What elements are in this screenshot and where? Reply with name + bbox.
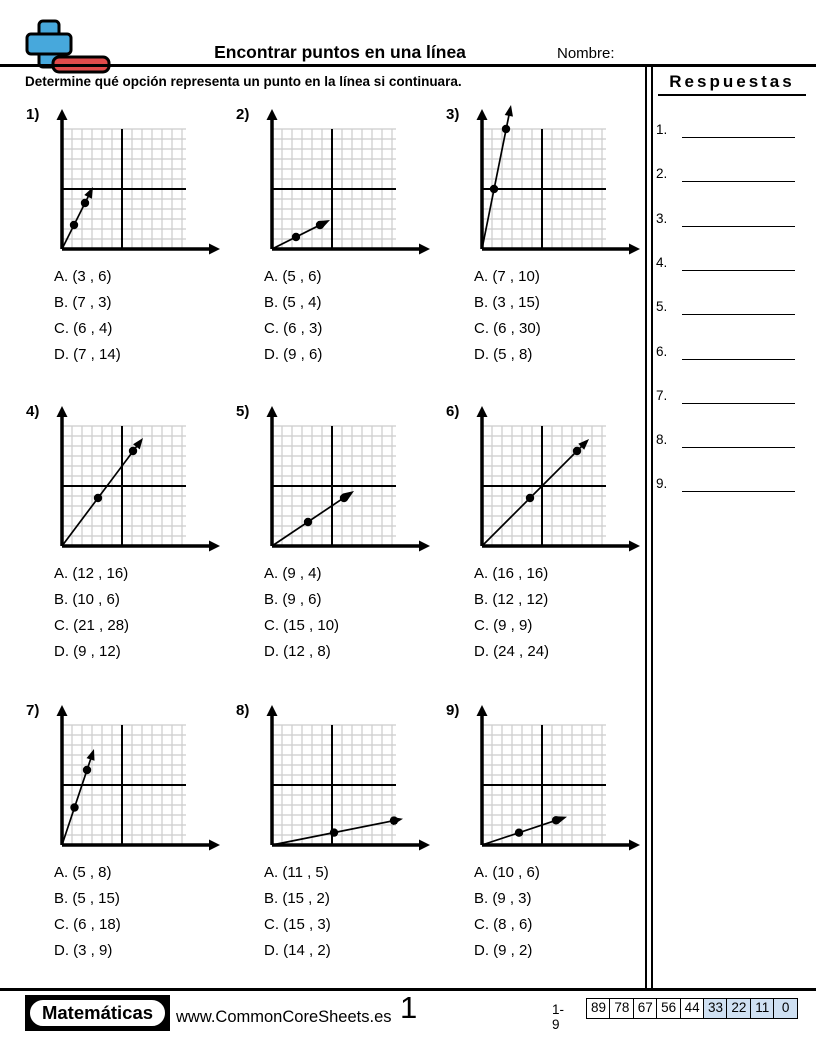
brand-name: Matemáticas	[28, 998, 167, 1028]
plotted-point	[552, 816, 560, 824]
answer-number: 6.	[656, 343, 668, 359]
plotted-point	[70, 221, 78, 229]
plotted-point	[304, 518, 312, 526]
problem-7	[24, 700, 232, 992]
choice-b: B. (12 , 12)	[474, 591, 549, 608]
choice-c: C. (9 , 9)	[474, 617, 533, 634]
answer-row-4	[656, 255, 806, 275]
choice-b: B. (3 , 15)	[474, 294, 540, 311]
answer-number: 2.	[656, 166, 668, 182]
score-cell-44: 44	[680, 998, 705, 1019]
score-cell-89: 89	[586, 998, 611, 1019]
choice-a: A. (5 , 6)	[264, 268, 322, 285]
problem-1	[24, 104, 232, 396]
problem-2	[234, 104, 442, 396]
choice-c: C. (6 , 30)	[474, 320, 541, 337]
choice-d: D. (5 , 8)	[474, 346, 533, 363]
choice-list	[264, 264, 322, 368]
answer-number: 3.	[656, 210, 668, 226]
answer-number: 8.	[656, 432, 668, 448]
plotted-point	[129, 447, 137, 455]
choice-list	[474, 561, 549, 665]
answer-row-5	[656, 299, 806, 319]
header-rule	[0, 64, 816, 67]
answer-number: 7.	[656, 387, 668, 403]
choice-b: B. (15 , 2)	[264, 890, 330, 907]
page-title: Encontrar puntos en una línea	[214, 42, 466, 62]
plotted-point	[573, 447, 581, 455]
answer-row-1	[656, 122, 806, 142]
answer-number: 4.	[656, 254, 668, 270]
score-cell-0: 0	[773, 998, 798, 1019]
answer-blank-9[interactable]	[682, 490, 795, 492]
problem-graph-8	[252, 691, 427, 869]
choice-d: D. (3 , 9)	[54, 942, 113, 959]
problem-number: 8)	[236, 702, 250, 719]
choice-b: B. (5 , 4)	[264, 294, 322, 311]
website-url: www.CommonCoreSheets.es	[176, 1008, 392, 1026]
problem-graph-6	[462, 392, 637, 570]
choice-b: B. (10 , 6)	[54, 591, 120, 608]
choice-a: A. (9 , 4)	[264, 565, 322, 582]
score-cell-11: 11	[750, 998, 775, 1019]
problem-graph-3	[462, 95, 637, 273]
answer-row-3	[656, 211, 806, 231]
choice-c: C. (6 , 4)	[54, 320, 113, 337]
choice-a: A. (16 , 16)	[474, 565, 549, 582]
choice-d: D. (12 , 8)	[264, 643, 331, 660]
plotted-point	[292, 233, 300, 241]
score-range-label: 1-9	[552, 1002, 565, 1032]
answer-blank-1[interactable]	[682, 136, 795, 138]
choice-list	[264, 860, 331, 964]
answer-row-8	[656, 432, 806, 452]
plotted-point	[94, 494, 102, 502]
score-cell-33: 33	[703, 998, 728, 1019]
answer-blank-2[interactable]	[682, 180, 795, 182]
problem-graph-9	[462, 691, 637, 869]
choice-a: A. (7 , 10)	[474, 268, 540, 285]
choice-a: A. (3 , 6)	[54, 268, 112, 285]
choice-b: B. (7 , 3)	[54, 294, 112, 311]
answer-row-2	[656, 166, 806, 186]
answer-row-9	[656, 476, 806, 496]
answer-number: 5.	[656, 299, 668, 315]
problem-graph-1	[42, 95, 217, 273]
plotted-point	[316, 221, 324, 229]
problem-9	[444, 700, 652, 992]
choice-c: C. (6 , 18)	[54, 916, 121, 933]
choice-c: C. (6 , 3)	[264, 320, 323, 337]
choice-list	[54, 561, 129, 665]
problem-number: 3)	[446, 106, 460, 123]
plotted-point	[340, 494, 348, 502]
choice-a: A. (11 , 5)	[264, 864, 329, 881]
score-cell-67: 67	[633, 998, 658, 1019]
problem-5	[234, 401, 442, 693]
page-number: 1	[400, 990, 418, 1025]
answers-panel-title: Respuestas	[658, 72, 806, 96]
plotted-point	[526, 494, 534, 502]
problem-number: 4)	[26, 403, 40, 420]
choice-b: B. (9 , 3)	[474, 890, 532, 907]
answer-blank-8[interactable]	[682, 446, 795, 448]
answer-blank-7[interactable]	[682, 402, 795, 404]
problem-number: 9)	[446, 702, 460, 719]
problem-number: 6)	[446, 403, 460, 420]
problem-graph-7	[42, 691, 217, 869]
choice-d: D. (9 , 6)	[264, 346, 323, 363]
choice-list	[474, 264, 541, 368]
plotted-point	[70, 803, 78, 811]
choice-a: A. (12 , 16)	[54, 565, 129, 582]
answer-row-6	[656, 344, 806, 364]
instruction-text: Determine qué opción representa un punto en la línea si continuara.	[25, 74, 462, 89]
problem-number: 2)	[236, 106, 250, 123]
problem-graph-2	[252, 95, 427, 273]
plotted-point	[83, 766, 91, 774]
choice-d: D. (7 , 14)	[54, 346, 121, 363]
problem-number: 5)	[236, 403, 250, 420]
problem-8	[234, 700, 442, 992]
answer-blank-4[interactable]	[682, 269, 795, 271]
answer-number: 9.	[656, 476, 668, 492]
choice-b: B. (5 , 15)	[54, 890, 120, 907]
score-cell-22: 22	[726, 998, 751, 1019]
plotted-point	[81, 199, 89, 207]
score-cell-78: 78	[609, 998, 634, 1019]
choice-a: A. (5 , 8)	[54, 864, 112, 881]
choice-c: C. (8 , 6)	[474, 916, 533, 933]
problem-4	[24, 401, 232, 693]
choice-d: D. (9 , 12)	[54, 643, 121, 660]
name-label: Nombre:	[557, 45, 615, 62]
answer-blank-3[interactable]	[682, 225, 795, 227]
plotted-point	[330, 828, 338, 836]
choice-d: D. (14 , 2)	[264, 942, 331, 959]
choice-c: C. (21 , 28)	[54, 617, 130, 634]
choice-list	[54, 860, 121, 964]
choice-list	[54, 264, 121, 368]
answer-number: 1.	[656, 122, 668, 137]
choice-a: A. (10 , 6)	[474, 864, 540, 881]
answer-row-7	[656, 388, 806, 408]
choice-d: D. (24 , 24)	[474, 643, 550, 660]
answer-blank-6[interactable]	[682, 358, 795, 360]
choice-c: C. (15 , 3)	[264, 916, 331, 933]
plotted-point	[390, 816, 398, 824]
plotted-point	[490, 185, 498, 193]
plotted-point	[515, 829, 523, 837]
problem-number: 1)	[26, 106, 40, 123]
choice-d: D. (9 , 2)	[474, 942, 533, 959]
score-cell-56: 56	[656, 998, 681, 1019]
plus-minus-logo-icon	[24, 18, 116, 76]
problem-number: 7)	[26, 702, 40, 719]
problem-graph-5	[252, 392, 427, 570]
problem-6	[444, 401, 652, 693]
choice-list	[474, 860, 540, 964]
problem-3	[444, 104, 652, 396]
problem-graph-4	[42, 392, 217, 570]
choice-list	[264, 561, 339, 665]
answer-blank-5[interactable]	[682, 313, 795, 315]
plotted-point	[502, 125, 510, 133]
choice-c: C. (15 , 10)	[264, 617, 340, 634]
choice-b: B. (9 , 6)	[264, 591, 322, 608]
